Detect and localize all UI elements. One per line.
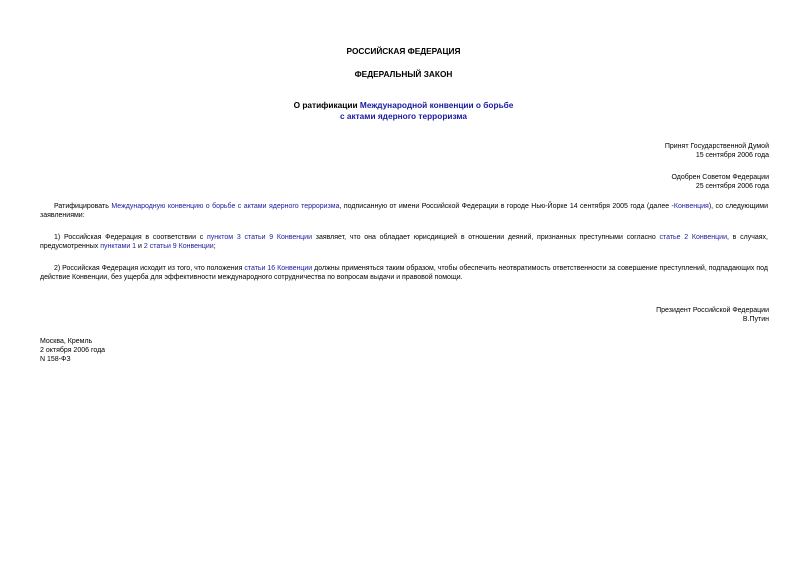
article-2-link[interactable]: статье 2 Конвенции (659, 234, 727, 241)
p1-text-b: , подписанную от имени Российской Федерации в городе Нью-Йорке 14 сентября 2005 года (далее - (339, 203, 674, 210)
council-approval (469, 173, 769, 191)
p2-text-c: , в случаях, предусмотренных (40, 234, 768, 251)
duma-adoption-date: 15 сентября 2006 года (695, 152, 769, 160)
p2-text-a: 1) Российская Федерация в соответствии с (54, 234, 207, 241)
p1-text-c: ), со следующими заявлениями: (40, 203, 768, 220)
paragraph-declaration-1 (40, 233, 768, 251)
paragraph-declaration-2 (40, 264, 768, 282)
p2-text-e: ; (213, 243, 216, 251)
p3-text-a: 2) Российская Федерация исходит из того, что положения (54, 265, 245, 272)
points-1-link[interactable]: пунктами 1 (100, 243, 137, 251)
convention-short-link[interactable]: Конвенция (673, 203, 709, 210)
p2-text-d: и (136, 243, 144, 251)
law-title-line2 (0, 111, 807, 122)
signature-block (469, 306, 769, 324)
duma-adoption-label: Принят Государственной Думой (664, 143, 769, 150)
convention-link[interactable]: Международную конвенцию о борьбе с актами ядерного терроризма (111, 203, 340, 210)
title-prefix: О ратификации (293, 100, 360, 110)
article-16-link[interactable]: статьи 16 Конвенции (244, 265, 313, 272)
p1-text-a: Ратифицировать (54, 203, 112, 210)
law-number: N 158-ФЗ (40, 356, 71, 364)
signing-date: 2 октября 2006 года (40, 347, 106, 355)
title-link-line1[interactable]: Международной конвенции о борьбе (359, 100, 514, 110)
council-approval-label: Одобрен Советом Федерации (671, 174, 769, 181)
paragraph-ratification (40, 202, 768, 220)
signature-name: В.Путин (742, 316, 769, 324)
signature-position: Президент Российской Федерации (656, 307, 769, 314)
title-link-line2[interactable]: с актами ядерного терроризма (339, 111, 468, 121)
article-9-point-3-link[interactable]: пунктом 3 статьи 9 Конвенции (206, 234, 312, 241)
law-type-heading: ФЕДЕРАЛЬНЫЙ ЗАКОН (354, 69, 453, 79)
country-heading: РОССИЙСКАЯ ФЕДЕРАЦИЯ (346, 46, 461, 56)
article-9-point-2-link[interactable]: 2 статьи 9 Конвенции (143, 243, 214, 251)
council-approval-date: 25 сентября 2006 года (695, 183, 769, 191)
p2-text-b: заявляет, что она обладает юрисдикцией в отношении деяний, признанных преступными согласно (312, 234, 660, 241)
signing-place: Москва, Кремль (40, 338, 93, 345)
law-title (0, 100, 807, 111)
duma-adoption (469, 142, 769, 160)
signing-details (40, 337, 105, 364)
p3-text-b: должны применяться таким образом, чтобы обеспечить неотвратимость ответственности за совершение преступлений, подпадающих под действие Конвенции, без ущерба для эффективности международного сотрудничества по вопросам выдачи и правовой помощи. (40, 265, 768, 282)
